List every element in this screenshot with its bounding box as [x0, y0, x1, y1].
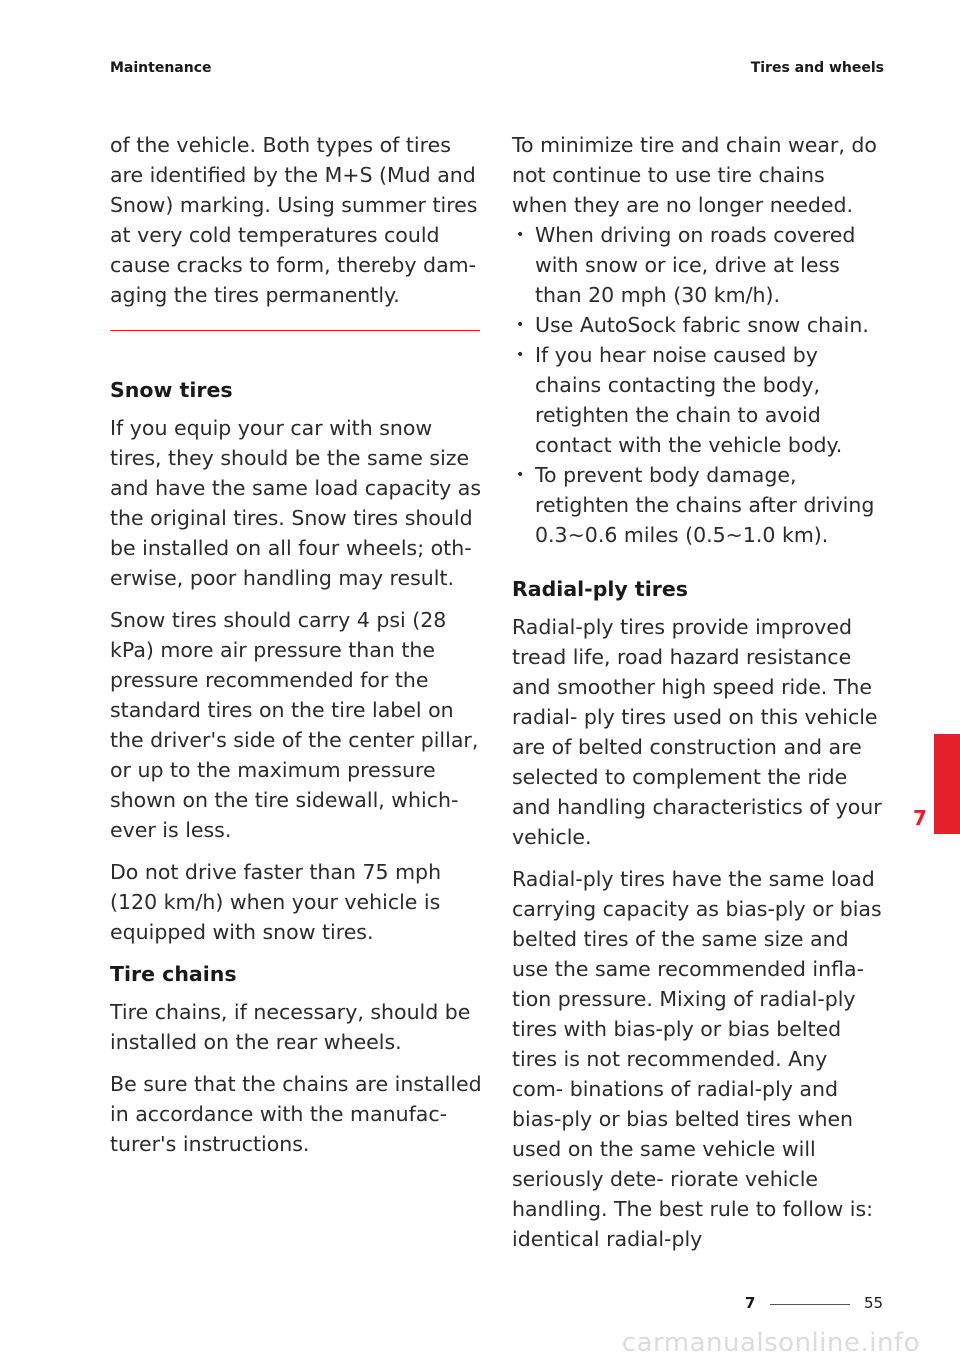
section-divider: [110, 330, 480, 331]
chain-tips-list: [512, 220, 884, 550]
page-number: 55: [864, 1294, 884, 1312]
radial-ply-paragraph-2: Radial-ply tires have the same load carrying capacity as bias-ply or bias belted tires of the same size and use the same recommended infla- tion pressure. Mixing of radial-ply tires with bias-ply or bias belted tires is not recommended. Any com- binations of radial-ply and bias-ply or bias belted tires when used on the same vehicle will seriously dete- riorate vehicle handling. The best rule to follow is: identical radial-ply: [512, 867, 882, 1251]
footer-chapter-number: 7: [745, 1294, 756, 1312]
header-section-title: Maintenance: [110, 60, 212, 76]
footer-divider: [770, 1304, 850, 1305]
chain-wear-paragraph: To minimize tire and chain wear, do not continue to use tire chains when they are no longer needed.: [512, 133, 877, 217]
tire-chains-paragraph-1: Tire chains, if necessary, should be installed on the rear wheels.: [110, 1000, 471, 1054]
chapter-tab-number: 7: [913, 806, 927, 830]
snow-tires-paragraph-2: Snow tires should carry 4 psi (28 kPa) more air pressure than the pressure recommended for the standard tires on the tire label on the driver's side of the center pillar, or up to the maximum pressure shown on the tire sidewall, which- ever is less.: [110, 608, 479, 842]
tire-chains-paragraph-2: Be sure that the chains are installed in accordance with the manufac- turer's instructions.: [110, 1072, 482, 1156]
snow-tires-paragraph-1: If you equip your car with snow tires, they should be the same size and have the same load capacity as the original tires. Snow tires should be installed on all four wheels; oth- erwise, poor handling may result.: [110, 416, 482, 590]
tire-chains-heading: Tire chains: [110, 962, 237, 986]
continued-paragraph: of the vehicle. Both types of tires are identified by the M+S (Mud and Snow) marking. Using summer tires at very cold temperatures could cause cracks to form, thereby dam- aging the tires permanently.: [110, 133, 478, 307]
snow-tires-paragraph-3: Do not drive faster than 75 mph (120 km/h) when your vehicle is equipped with snow tires.: [110, 860, 442, 944]
chapter-side-tab: [934, 734, 960, 834]
left-column: [110, 130, 482, 1171]
list-item: • Use AutoSock fabric snow chain.: [512, 310, 884, 340]
radial-ply-paragraph-1: Radial-ply tires provide improved tread life, road hazard resistance and smoother high speed ride. The radial- ply tires used on this vehicle are of belted construction and are selected to complement the ride and handling characteristics of your vehicle.: [512, 615, 882, 849]
radial-ply-heading: Radial-ply tires: [512, 577, 688, 601]
header-chapter-title: Tires and wheels: [750, 60, 884, 76]
list-item: • To prevent body damage, retighten the chains after driving 0.3~0.6 miles (0.5~1.0 km).: [512, 460, 884, 550]
right-column: [512, 130, 884, 1266]
snow-tires-heading: Snow tires: [110, 378, 233, 402]
list-item: • When driving on roads covered with snow or ice, drive at less than 20 mph (30 km/h).: [512, 220, 884, 310]
watermark: carmanualsonline.info: [621, 1328, 920, 1358]
list-item: • If you hear noise caused by chains contacting the body, retighten the chain to avoid contact with the vehicle body.: [512, 340, 884, 460]
